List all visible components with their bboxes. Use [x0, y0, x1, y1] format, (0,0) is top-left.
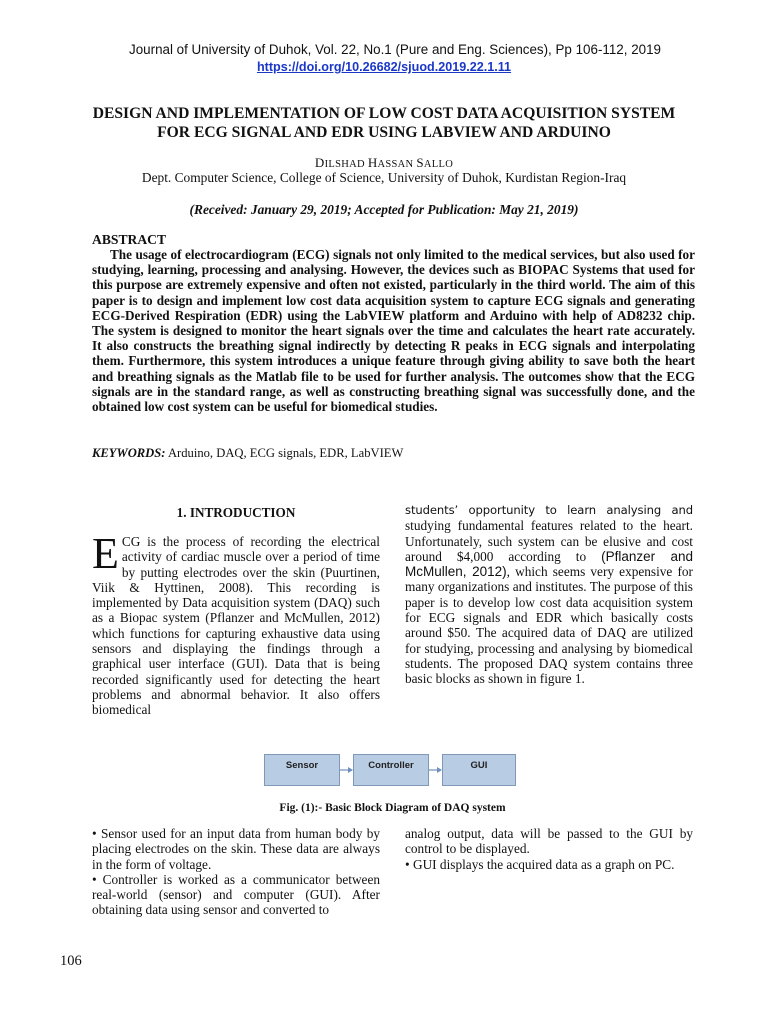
keywords: [92, 446, 403, 461]
arrowhead-1-icon: [348, 767, 353, 773]
keywords-label: KEYWORDS:: [92, 446, 166, 460]
introduction-heading: 1. INTRODUCTION: [176, 505, 296, 520]
intro-left-column: [92, 529, 380, 718]
gui-block: GUI: [442, 754, 516, 786]
bullet-sensor: • Sensor used for an input data from human body by placing electrodes on the skin. These data are always in the form of voltage.: [92, 826, 380, 872]
intro-right-first-line: students’ opportunity to learn analysing and: [405, 503, 693, 517]
publication-dates: (Received: January 29, 2019; Accepted for Publication: May 21, 2019): [189, 202, 579, 217]
diagram-arrows: [264, 754, 516, 786]
bullets-left: [92, 826, 380, 918]
citation: (Pflanzer and McMullen, 2012): [405, 548, 694, 580]
arrowhead-2-icon: [437, 767, 442, 773]
sensor-block: Sensor: [264, 754, 340, 786]
controller-block: Controller: [353, 754, 429, 786]
intro-right-text-b: , which seems very expensive for many organizations and institutes. The purpose of this paper is to develop low cost data acquisition system for ECG signals and EDR which basically costs around $50. The acquired data of DAQ are utilized for studying, processing and analysing by biomedical students. The proposed DAQ system contains three basic blocks as shown in figure 1.: [405, 564, 693, 687]
doi-link[interactable]: https://doi.org/10.26682/sjuod.2019.22.1.11: [256, 60, 512, 74]
bullet-controller: • Controller is worked as a communicator between real-world (sensor) and computer (GUI). After obtaining data using sensor and converted to: [92, 871, 380, 918]
intro-right-text-a: studying fundamental features related to the heart. Unfortunately, such system can be elusive and cost around $4,000 according to: [405, 518, 693, 564]
author-name: DILSHAD HASSAN SALLO: [314, 155, 454, 170]
drop-cap: E: [92, 529, 119, 578]
keywords-text: Arduino, DAQ, ECG signals, EDR, LabVIEW: [167, 446, 404, 460]
figure-caption: Fig. (1):- Basic Block Diagram of DAQ system: [279, 802, 506, 814]
intro-left-text: CG is the process of recording the electrical activity of cardiac muscle over a period of time by putting electrodes over the skin (Puurtinen, Viik & Hyttinen, 2008). This recording is implemented by Data acquisition system (DAQ) such as a Biopac system (Pflanzer and McMullen, 2012) which functions for capturing exhaustive data using sensors and displaying the findings through a graphical user interface (GUI). Data that is being recorded significantly used for detecting the heart problems and abnormal behavior. It also offers biomedical: [92, 534, 380, 718]
abstract-body: The usage of electrocardiogram (ECG) signals not only limited to the medical services, but also used for studying, learning, processing and analysing. However, the devices such as BIOPAC Systems that used for this purpose are extremely expensive and often not existed, particularly in the third world. The aim of this paper is to design and implement low cost data acquisition system to capture ECG signals and generating ECG-Derived Respiration (EDR) using the LabVIEW platform and Arduino with help of AD8232 chip. The system is designed to monitor the heart signals over the time and calculates the heart rate accurately. It also constructs the breathing signal indirectly by detecting R peaks in ECG signals and interpolating them. Furthermore, this system introduces a unique feature through giving ability to save both the heart and breathing signals as the Matlab file to be used for further analysis. The outcomes show that the ECG signals are in the standard range, as well as constructing breathing signal was successfully done, and the obtained low cost system can be useful for biomedical studies.: [92, 247, 695, 415]
author-affiliation: Dept. Computer Science, College of Science, University of Duhok, Kurdistan Region-Iraq: [141, 170, 627, 185]
intro-right-column: [405, 503, 693, 687]
journal-header: Journal of University of Duhok, Vol. 22, No.1 (Pure and Eng. Sciences), Pp 106-112, 2019: [129, 42, 661, 57]
page-number: 106: [60, 953, 82, 969]
abstract-heading: ABSTRACT: [92, 232, 167, 247]
paper-title: DESIGN AND IMPLEMENTATION OF LOW COST DATA ACQUISITION SYSTEM FOR ECG SIGNAL AND EDR USING LABVIEW AND ARDUINO: [92, 105, 676, 141]
block-diagram: [264, 754, 516, 786]
bullet-controller-cont: analog output, data will be passed to the GUI by control to be displayed.: [405, 826, 693, 857]
bullets-right: [405, 826, 693, 872]
bullet-gui: • GUI displays the acquired data as a graph on PC.: [405, 856, 675, 872]
